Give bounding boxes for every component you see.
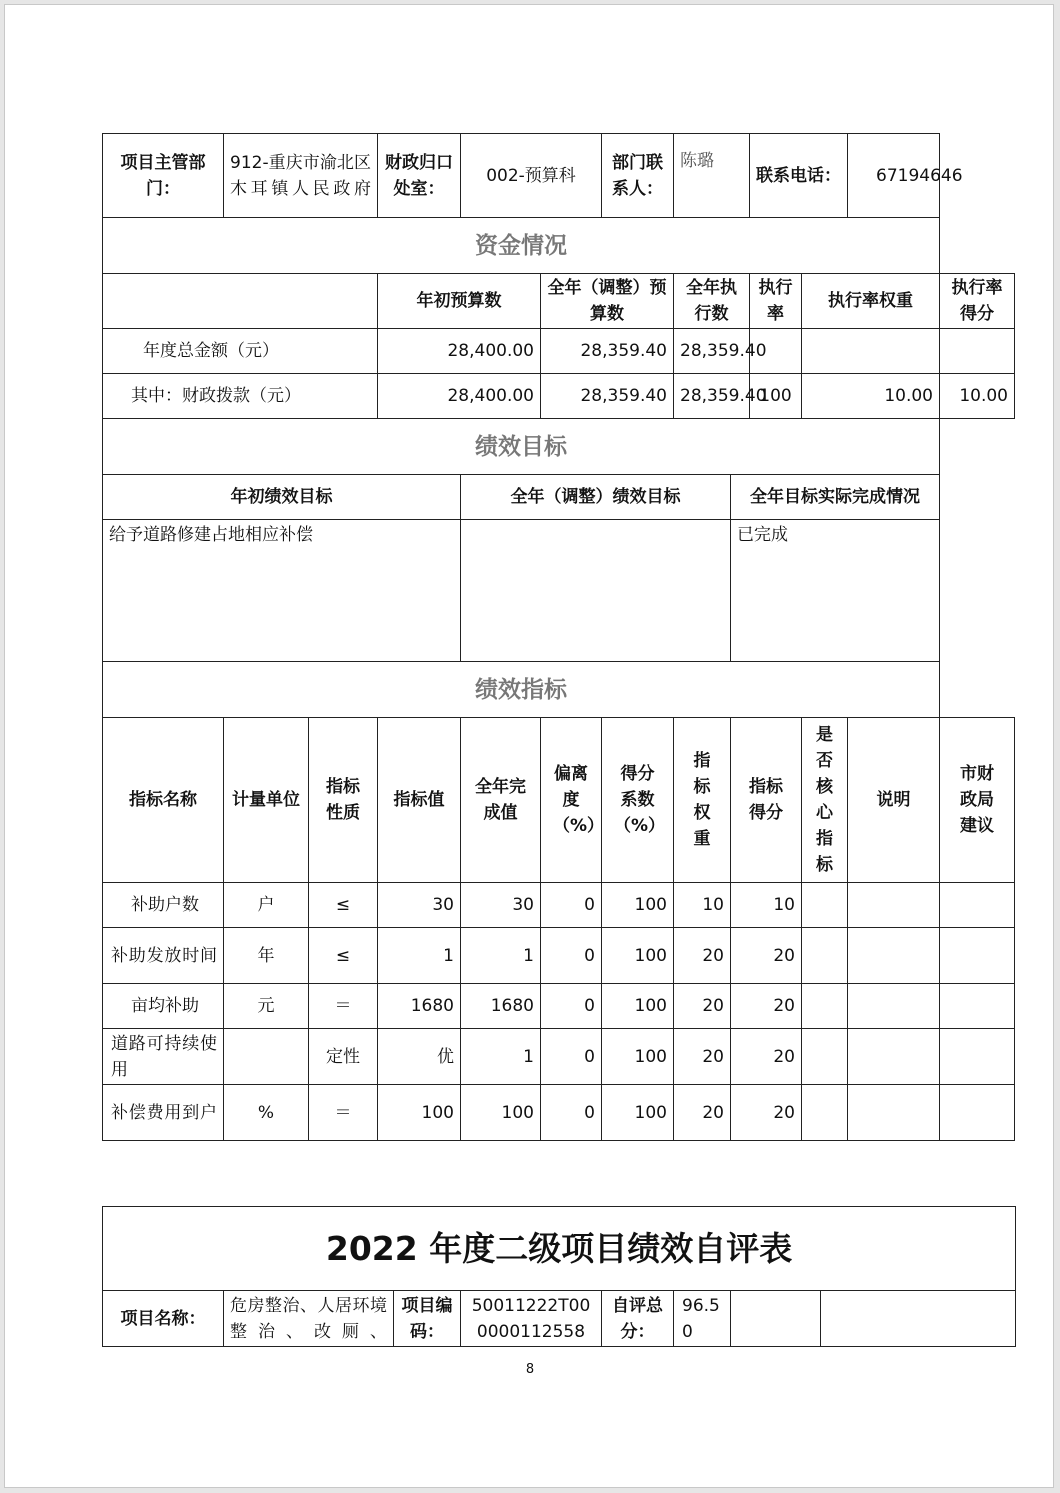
indicator-score: 20 bbox=[731, 1085, 802, 1141]
indicator-nature: ＝ bbox=[309, 1085, 378, 1141]
indicator-done: 1680 bbox=[461, 984, 541, 1029]
indicator-nature: 定性 bbox=[309, 1029, 378, 1085]
funds-header: 执行率得分 bbox=[940, 274, 1015, 329]
dept-label: 项目主管部门： bbox=[103, 134, 224, 218]
dept-value: 912-重庆市渝北区木耳镇人民政府 bbox=[224, 134, 378, 218]
goals-header-row bbox=[103, 475, 1015, 520]
funds-title: 资金情况 bbox=[103, 218, 940, 274]
indicator-note bbox=[848, 928, 940, 984]
funds-row bbox=[103, 374, 1015, 419]
indicator-header: 指标权重 bbox=[674, 718, 731, 883]
indicator-row bbox=[103, 984, 1015, 1029]
funds-row-label: 年度总金额（元） bbox=[103, 329, 378, 374]
indicator-header: 指标值 bbox=[378, 718, 461, 883]
project-code-value: 50011222T000000112558 bbox=[461, 1291, 602, 1347]
second-form-table bbox=[102, 1206, 1016, 1347]
indicator-score: 20 bbox=[731, 1029, 802, 1085]
goals-header: 全年目标实际完成情况 bbox=[731, 475, 940, 520]
indicator-header: 指标得分 bbox=[731, 718, 802, 883]
indicator-value: 30 bbox=[378, 883, 461, 928]
indicator-value: 1 bbox=[378, 928, 461, 984]
indicator-note bbox=[848, 984, 940, 1029]
indicator-header: 指标性质 bbox=[309, 718, 378, 883]
indicator-note bbox=[848, 883, 940, 928]
indicator-name: 亩均补助 bbox=[103, 984, 224, 1029]
indicator-note bbox=[848, 1085, 940, 1141]
indicator-done: 30 bbox=[461, 883, 541, 928]
indicator-core bbox=[802, 1029, 848, 1085]
indicator-dev: 0 bbox=[541, 883, 602, 928]
indicator-unit: % bbox=[224, 1085, 309, 1141]
funds-cell: 28,400.00 bbox=[378, 329, 541, 374]
goals-header: 年初绩效目标 bbox=[103, 475, 461, 520]
indicator-header: 得分系数（%） bbox=[602, 718, 674, 883]
funds-header: 全年执行数 bbox=[674, 274, 750, 329]
funds-row bbox=[103, 329, 1015, 374]
contact-label: 部门联系人： bbox=[602, 134, 674, 218]
indicator-dev: 0 bbox=[541, 1085, 602, 1141]
indicator-unit: 年 bbox=[224, 928, 309, 984]
funds-header-row bbox=[103, 274, 1015, 329]
indicator-weight: 10 bbox=[674, 883, 731, 928]
indicator-advice bbox=[940, 1085, 1015, 1141]
funds-cell: 28,359.40 bbox=[541, 374, 674, 419]
phone-value: 67194646 bbox=[848, 134, 940, 218]
indicator-core bbox=[802, 1085, 848, 1141]
indicator-header: 说明 bbox=[848, 718, 940, 883]
goal-adjusted bbox=[461, 520, 731, 662]
indicator-weight: 20 bbox=[674, 928, 731, 984]
indicator-row bbox=[103, 883, 1015, 928]
indicator-header: 全年完成值 bbox=[461, 718, 541, 883]
indicator-advice bbox=[940, 928, 1015, 984]
goals-header: 全年（调整）绩效目标 bbox=[461, 475, 731, 520]
page-number: 8 bbox=[525, 1362, 535, 1377]
indicator-dev: 0 bbox=[541, 1029, 602, 1085]
indicator-score: 20 bbox=[731, 928, 802, 984]
indicator-header: 计量单位 bbox=[224, 718, 309, 883]
goals-title: 绩效目标 bbox=[103, 419, 940, 475]
indicator-name: 补助户数 bbox=[103, 883, 224, 928]
project-info-row bbox=[103, 1291, 1016, 1347]
indicators-title: 绩效指标 bbox=[103, 662, 940, 718]
funds-cell: 28,359.40 bbox=[541, 329, 674, 374]
indicator-score: 10 bbox=[731, 883, 802, 928]
funds-cell: 10.00 bbox=[940, 374, 1015, 419]
funds-cell: 28,359.40 bbox=[674, 374, 750, 419]
indicator-value: 100 bbox=[378, 1085, 461, 1141]
indicator-note bbox=[848, 1029, 940, 1085]
indicator-name: 补偿费用到户 bbox=[103, 1085, 224, 1141]
finance-value: 002-预算科 bbox=[461, 134, 602, 218]
indicator-unit bbox=[224, 1029, 309, 1085]
indicator-done: 1 bbox=[461, 1029, 541, 1085]
funds-cell: 28,400.00 bbox=[378, 374, 541, 419]
goal-actual: 已完成 bbox=[731, 520, 940, 662]
finance-label: 财政归口处室： bbox=[378, 134, 461, 218]
funds-cell bbox=[940, 329, 1015, 374]
indicator-name: 补助发放时间 bbox=[103, 928, 224, 984]
indicator-row bbox=[103, 928, 1015, 984]
funds-header: 执行率权重 bbox=[802, 274, 940, 329]
indicator-unit: 户 bbox=[224, 883, 309, 928]
indicator-row bbox=[103, 1029, 1015, 1085]
indicator-advice bbox=[940, 883, 1015, 928]
indicator-coef: 100 bbox=[602, 928, 674, 984]
indicator-weight: 20 bbox=[674, 1085, 731, 1141]
indicator-row bbox=[103, 1085, 1015, 1141]
funds-cell: 100 bbox=[750, 374, 802, 419]
header-info-row bbox=[103, 134, 1015, 218]
indicator-unit: 元 bbox=[224, 984, 309, 1029]
indicator-weight: 20 bbox=[674, 1029, 731, 1085]
self-score-label: 自评总分： bbox=[602, 1291, 674, 1347]
goals-content-row bbox=[103, 520, 1015, 662]
indicator-coef: 100 bbox=[602, 1029, 674, 1085]
indicator-nature: ≤ bbox=[309, 928, 378, 984]
funds-cell: 10.00 bbox=[802, 374, 940, 419]
phone-label: 联系电话： bbox=[750, 134, 848, 218]
form-title: 2022 年度二级项目绩效自评表 bbox=[103, 1207, 1016, 1291]
indicator-score: 20 bbox=[731, 984, 802, 1029]
contact-value: 陈璐 bbox=[674, 134, 750, 218]
funds-header: 执行率 bbox=[750, 274, 802, 329]
indicator-weight: 20 bbox=[674, 984, 731, 1029]
indicator-nature: ＝ bbox=[309, 984, 378, 1029]
indicator-coef: 100 bbox=[602, 883, 674, 928]
indicator-header: 指标名称 bbox=[103, 718, 224, 883]
funds-row-label: 其中：财政拨款（元） bbox=[103, 374, 378, 419]
project-code-label: 项目编码： bbox=[394, 1291, 461, 1347]
funds-cell bbox=[802, 329, 940, 374]
indicator-header: 市财政局建议 bbox=[940, 718, 1015, 883]
indicator-done: 1 bbox=[461, 928, 541, 984]
project-name-label: 项目名称： bbox=[103, 1291, 224, 1347]
indicator-header: 是否核心指标 bbox=[802, 718, 848, 883]
project-name-value: 危房整治、人居环境整治、改厕、 bbox=[224, 1291, 394, 1347]
indicator-value: 1680 bbox=[378, 984, 461, 1029]
indicators-header-row bbox=[103, 718, 1015, 883]
indicator-core bbox=[802, 883, 848, 928]
indicator-dev: 0 bbox=[541, 984, 602, 1029]
self-score-value: 96.50 bbox=[674, 1291, 731, 1347]
goal-initial: 给予道路修建占地相应补偿 bbox=[103, 520, 461, 662]
performance-table bbox=[102, 133, 1015, 1141]
indicator-advice bbox=[940, 1029, 1015, 1085]
indicator-core bbox=[802, 928, 848, 984]
indicator-advice bbox=[940, 984, 1015, 1029]
indicator-coef: 100 bbox=[602, 984, 674, 1029]
indicator-dev: 0 bbox=[541, 928, 602, 984]
indicator-coef: 100 bbox=[602, 1085, 674, 1141]
funds-cell: 28,359.40 bbox=[674, 329, 750, 374]
indicator-header: 偏离度（%） bbox=[541, 718, 602, 883]
indicator-core bbox=[802, 984, 848, 1029]
funds-header: 年初预算数 bbox=[378, 274, 541, 329]
funds-header: 全年（调整）预算数 bbox=[541, 274, 674, 329]
indicator-value: 优 bbox=[378, 1029, 461, 1085]
empty-cell bbox=[821, 1291, 1016, 1347]
empty-cell bbox=[731, 1291, 821, 1347]
indicator-name: 道路可持续使用 bbox=[103, 1029, 224, 1085]
indicator-done: 100 bbox=[461, 1085, 541, 1141]
indicator-nature: ≤ bbox=[309, 883, 378, 928]
